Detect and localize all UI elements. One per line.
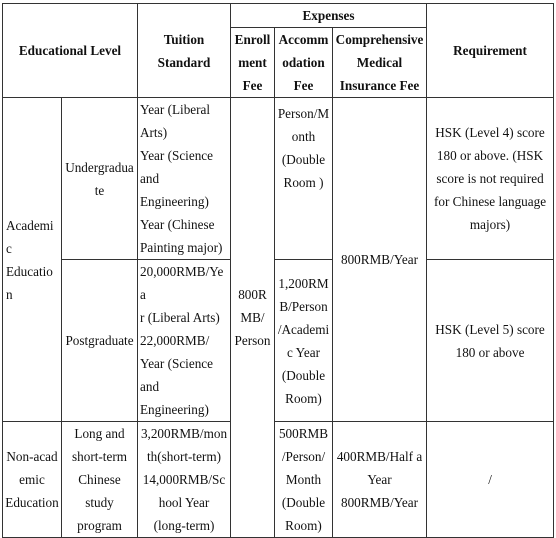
header-enrollment-fee: Enroll ment Fee [231,28,275,98]
header-requirement: Requirement [427,4,554,98]
undergraduate-accommodation: Person/M onth (Double Room ) [275,98,333,260]
undergraduate-label: Undergradua te [62,98,138,260]
enrollment-fee-value: 800R MB/ Person [231,98,275,538]
undergraduate-tuition: Year (Liberal Arts) Year (Science and Engineering) Year (Chinese Painting major) [138,98,231,260]
non-academic-requirement: / [427,422,554,538]
header-educational-level: Educational Level [3,4,138,98]
non-academic-accommodation: 500RMB /Person/ Month (Double Room) [275,422,333,538]
postgraduate-label: Postgraduate [62,260,138,422]
academic-education-label: Academic Education [3,98,62,422]
undergraduate-requirement: HSK (Level 4) score 180 or above. (HSK score is not required for Chinese language majors) [427,98,554,260]
postgraduate-requirement: HSK (Level 5) score 180 or above [427,260,554,422]
academic-insurance: 800RMB/Year [333,98,427,422]
header-insurance-fee: Comprehensive Medical Insurance Fee [333,28,427,98]
non-academic-program: Long and short-term Chinese study program [62,422,138,538]
fee-table [2,3,554,538]
header-tuition-standard: Tuition Standard [138,4,231,98]
header-expenses: Expenses [231,4,427,28]
postgraduate-accommodation: 1,200RM B/Person /Academi c Year (Double Room) [275,260,333,422]
non-academic-label: Non-acad emic Education [3,422,62,538]
non-academic-tuition: 3,200RMB/mon th(short-term) 14,000RMB/Sc hool Year (long-term) [138,422,231,538]
non-academic-insurance: 400RMB/Half a Year 800RMB/Year [333,422,427,538]
header-accommodation-fee: Accomm odation Fee [275,28,333,98]
postgraduate-tuition: 20,000RMB/Yea r (Liberal Arts) 22,000RMB/ Year (Science and Engineering) [138,260,231,422]
